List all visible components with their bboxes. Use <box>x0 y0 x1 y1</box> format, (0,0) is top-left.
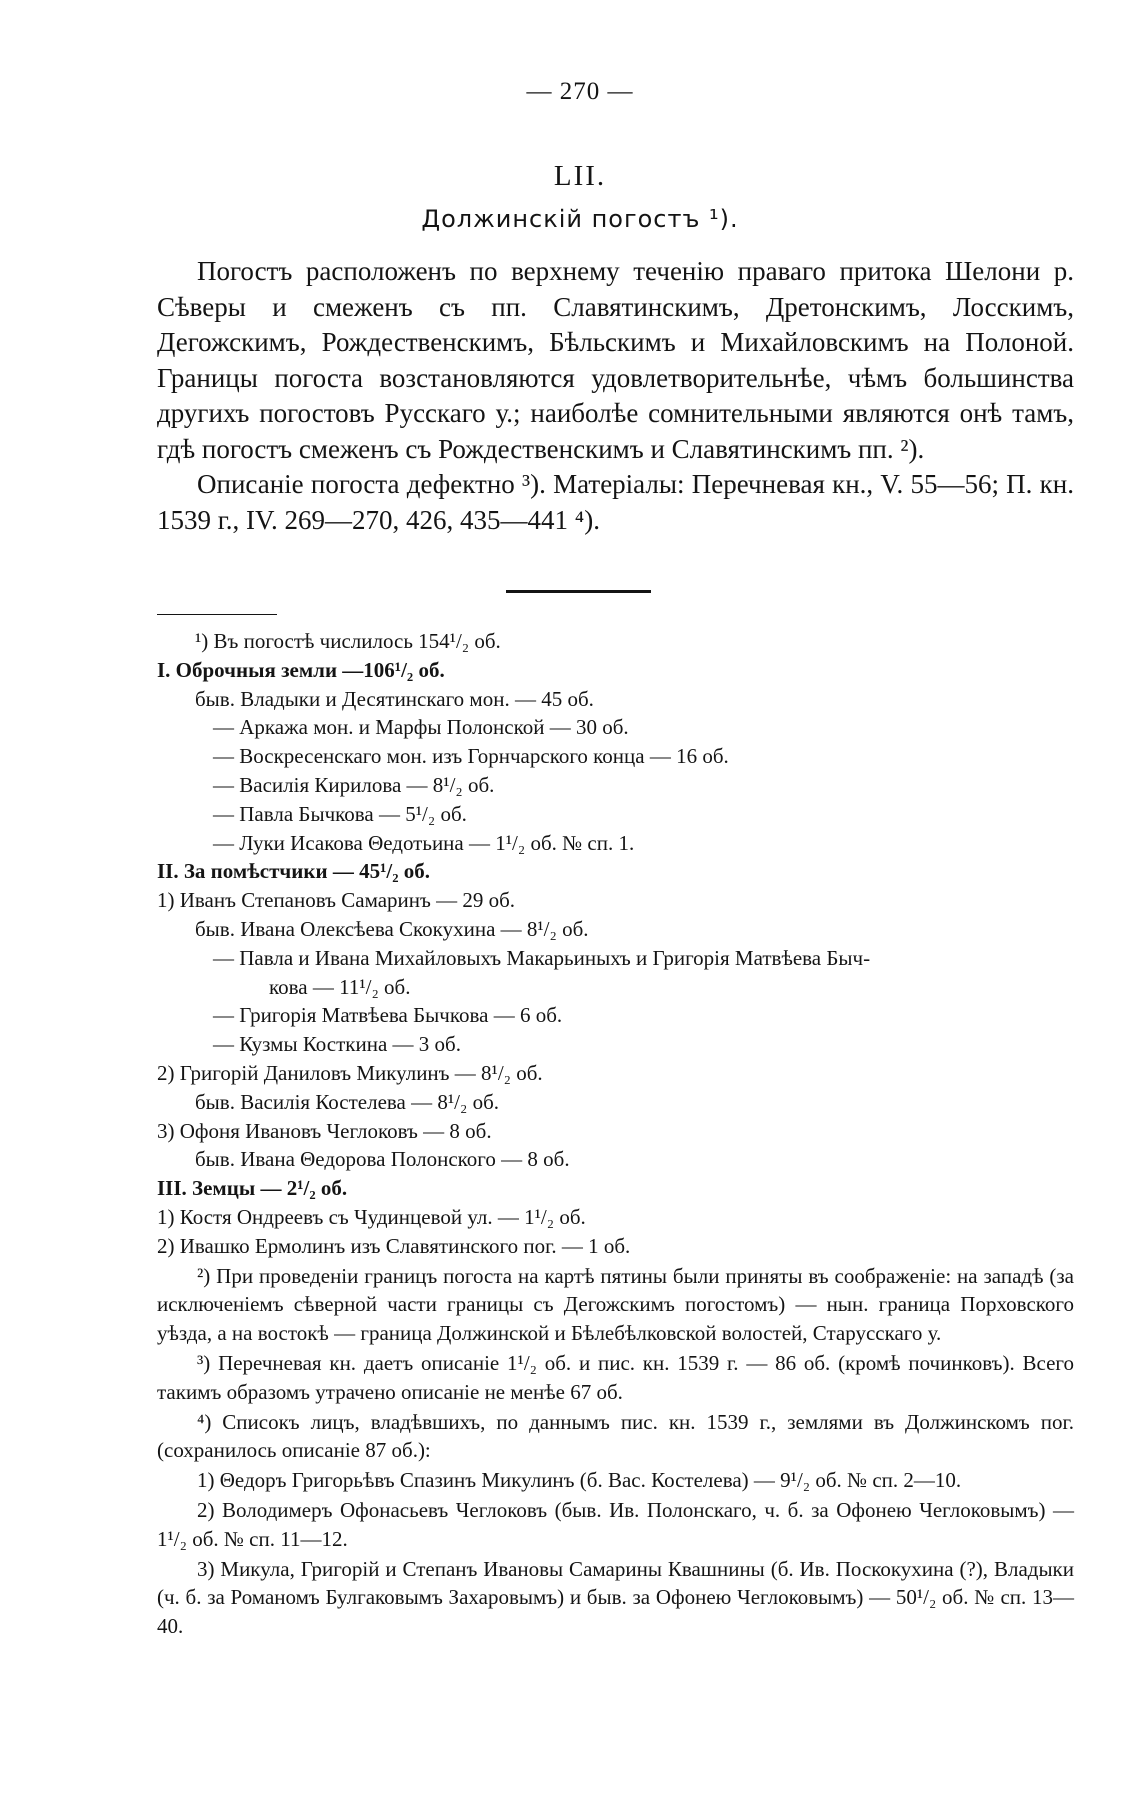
footnote-3: ³) Перечневая кн. даетъ описаніе 1¹/₂ об. и пис. кн. 1539 г. — 86 об. (кромѣ починковъ). Всего такимъ образомъ утрачено описаніе не менѣе 67 об. <box>157 1350 1074 1404</box>
list-item: — Воскресенскаго мон. изъ Горнчарского конца — 16 об. <box>213 744 729 769</box>
list-item: — Василія Кирилова — 8¹/₂ об. <box>213 772 495 797</box>
footnote-2: ²) При проведеніи границъ погоста на картѣ пятины были приняты въ соображеніе: на западѣ (за исключеніемъ сѣверной части границы съ Дегожскимъ погостомъ) — нын. граница Порховского уѣзда, а на востокѣ — граница Должинской и Бѣлебѣлковской волостей, Старусскаго у. <box>157 1263 1074 1346</box>
section-title: Должинскій погостъ ¹). <box>421 205 739 233</box>
intro-paragraph-1: Погостъ расположенъ по верхнему теченію праваго притока Шелони р. Сѣверы и смеженъ съ пп. Славятинскимъ, Дретонскимъ, Лосскимъ, Дегожскимъ, Рождественскимъ, Бѣльскимъ и Михайловскимъ на Полоной. Границы погоста возстановляются удовлетворительнѣе, чѣмъ большинства другихъ погостовъ Русскаго у.; наиболѣе сомнительными являются онѣ тамъ, гдѣ погостъ смеженъ съ Рождественскимъ и Славятинскимъ пп. ²). <box>157 256 1074 464</box>
list-item: быв. Василія Костелева — 8¹/₂ об. <box>195 1089 500 1114</box>
category-heading: III. Земцы — 2¹/₂ об. <box>157 1176 348 1201</box>
footnotes <box>157 627 1074 1641</box>
page-number: — 270 — <box>526 78 634 105</box>
footnote-4-item: 3) Микула, Григорій и Степанъ Ивановы Самарины Квашнины (б. Ив. Поскокухина (?), Владыки (ч. б. за Романомъ Булгаковымъ Захаровымъ) и быв. за Офонею Чеглоковымъ) — 50¹/₂ об. № сп. 13—40. <box>157 1556 1074 1639</box>
list-item: — Григорія Матвѣева Бычкова — 6 об. <box>213 1003 563 1028</box>
list-item: — Павла Бычкова — 5¹/₂ об. <box>213 801 467 826</box>
section-number: LII. <box>553 160 607 192</box>
list-item: 2) Григорій Даниловъ Микулинъ — 8¹/₂ об. <box>157 1060 543 1085</box>
list-item: 1) Иванъ Степановъ Самаринъ — 29 об. <box>157 888 516 913</box>
list-item: 3) Офоня Ивановъ Чеглоковъ — 8 об. <box>157 1118 492 1143</box>
footnote-divider <box>157 614 277 615</box>
intro-text <box>157 254 1074 538</box>
list-item: быв. Ивана Θедорова Полонского — 8 об. <box>195 1147 570 1172</box>
list-item: быв. Владыки и Десятинскаго мон. — 45 об. <box>195 686 594 711</box>
list-item: 2) Ивашко Ермолинъ изъ Славятинского пог. — 1 об. <box>157 1233 631 1258</box>
list-item: — Павла и Ивана Михайловыхъ Макарьиныхъ и Григорія Матвѣева Быч- <box>213 945 871 970</box>
list-item: — Аркажа мон. и Марфы Полонской — 30 об. <box>213 715 629 740</box>
footnote-4-item: 1) Θедоръ Григорьѣвъ Спазинъ Микулинъ (б. Вас. Костелева) — 9¹/₂ об. № сп. 2—10. <box>197 1468 962 1493</box>
category-heading: I. Оброчныя земли —106¹/₂ об. <box>157 657 445 682</box>
intro-paragraph-2: Описаніе погоста дефектно ³). Матеріалы: Перечневая кн., V. 55—56; П. кн. 1539 г., IV. 269—270, 426, 435—441 ⁴). <box>157 469 1074 535</box>
list-item: 1) Костя Ондреевъ съ Чудинцевой ул. — 1¹/₂ об. <box>157 1204 586 1229</box>
footnote-1: ¹) Въ погостѣ числилось 154¹/₂ об. <box>195 629 501 653</box>
category-heading: II. За помѣстчики — 45¹/₂ об. <box>157 859 430 884</box>
list-item: — Луки Исакова Θедотьина — 1¹/₂ об. № сп. 1. <box>213 830 635 855</box>
footnote-4: ⁴) Списокъ лицъ, владѣвшихъ, по даннымъ пис. кн. 1539 г., землями въ Должинскомъ пог. (сохранилось описаніе 87 об.): <box>157 1409 1074 1463</box>
list-item: кова — 11¹/₂ об. <box>269 974 411 999</box>
list-item: — Кузмы Косткина — 3 об. <box>213 1032 461 1057</box>
section-divider <box>506 590 651 593</box>
footnote-4-item: 2) Володимеръ Офонасьевъ Чеглоковъ (быв. Ив. Полонскаго, ч. б. за Офонею Чеглоковымъ) — 1¹/₂ об. № сп. 11—12. <box>157 1497 1074 1551</box>
list-item: быв. Ивана Олексѣева Скокухина — 8¹/₂ об. <box>195 916 589 941</box>
